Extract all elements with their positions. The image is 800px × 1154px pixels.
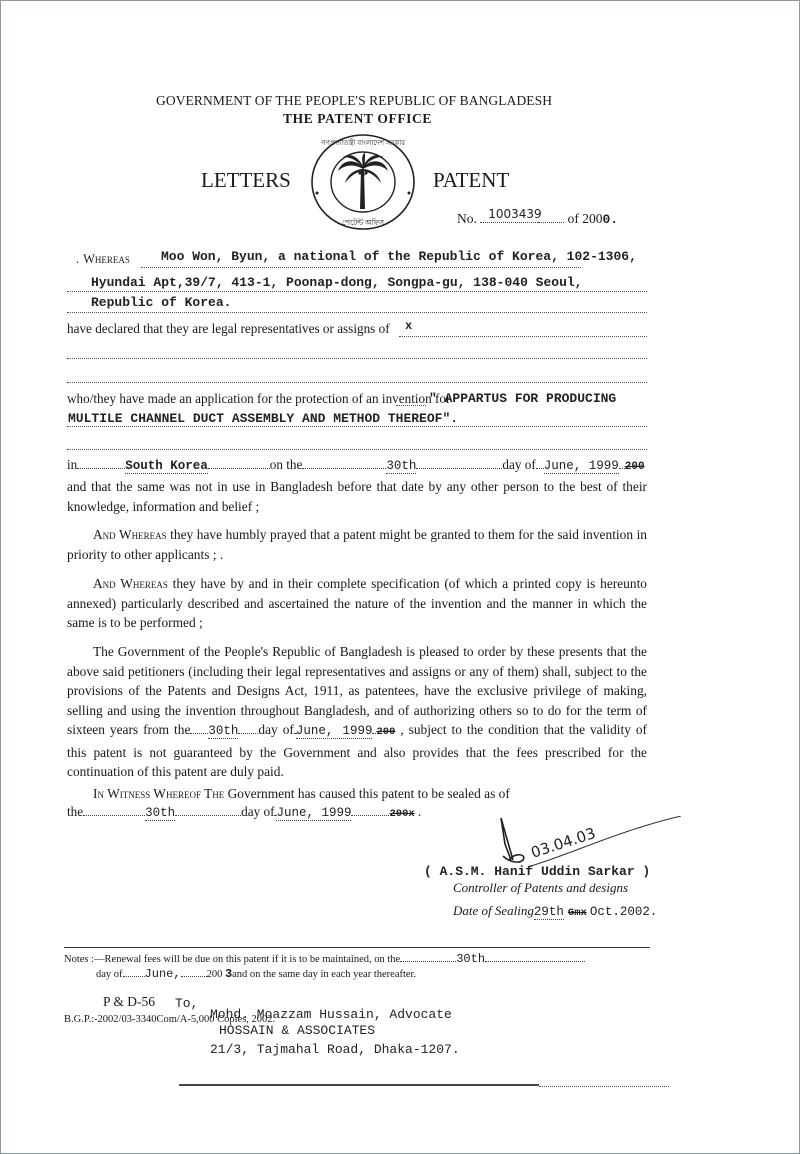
on-the-label: on the (269, 457, 303, 472)
and-whereas-paragraph-2 (67, 574, 647, 633)
term-start-day: 30th (208, 724, 239, 738)
patent-office-heading: THE PATENT OFFICE (283, 111, 432, 126)
patent-year-suffix: 0. (602, 212, 619, 227)
and-whereas-text-1: they have humbly prayed that a patent might be granted to them for the said invention in priority to other applicants ; . (67, 527, 647, 562)
renewal-month: June, (144, 967, 181, 981)
of-year-label: of 200 (567, 211, 603, 226)
order-text-before: The Government of the People's Republic of Bangladesh is pleased to order by these presents that the above said petitioners (including their legal representatives and assigns or any of them) shall, subject to the provisions of the Patents and Designs Act, 1911, as patentees, have the exclusive privilege of making, selling and using the invention throughout Bangladesh, and of authorizing others so to do for the term of sixteen years from the (67, 644, 647, 737)
addressee-line-3: 21/3, Tajmahal Road, Dhaka-1207. (210, 1042, 460, 1057)
representatives-value: x (405, 319, 413, 333)
application-label: who/they have made an application for the protection of an invention for (67, 391, 451, 406)
printer-line: B.G.P.:-2002/03-3340Com/A-5,000 Copies, 2002. (64, 1014, 276, 1025)
sealing-day: 29th (533, 905, 564, 919)
order-text-after: , subject to the condition that the validity of this patent is not guaranteed by the Government and also provides that the fees prescribed for the continuation of this patent are duly paid. (67, 722, 647, 779)
term-day-of-label: day of (258, 722, 294, 737)
handwritten-date: 03.04.03 (528, 824, 598, 862)
priority-country: South Korea (125, 459, 208, 473)
palm-tree-seal-icon (305, 131, 425, 231)
patent-number-line (457, 207, 619, 227)
sealed-day: 30th (145, 806, 176, 820)
witness-lead: In Witness Whereof The (93, 786, 225, 801)
applicant-line-1: Moo Won, Byun, a national of the Republic of Korea, 102-1306, (161, 249, 637, 264)
applicant-line-2: Hyundai Apt,39/7, 413-1, Poonap-dong, Songpa-gu, 138-040 Seoul, (91, 275, 583, 290)
sealing-struck: Gmx (567, 907, 587, 919)
and-whereas-lead-1: And Whereas (93, 527, 167, 542)
witness-text: Government has caused this patent to be sealed as of (227, 786, 510, 801)
invention-title-line-2: MULTILE CHANNEL DUCT ASSEMBLY AND METHOD THEREOF". (68, 411, 459, 426)
sealed-date-line (67, 804, 421, 820)
and-whereas-text-2: they have by and in their complete specification (of which a printed copy is hereunto annexed) particularly described and ascertained the nature of the invention and the manner in which the same is to be performed ; (67, 576, 647, 630)
priority-continuation: and that the same was not in use in Bangladesh before that date by any other person to the best of their knowledge, information and belief ; (67, 479, 647, 514)
renewal-notes-line-2 (96, 967, 416, 981)
government-order-paragraph (67, 642, 647, 782)
applicant-line-3: Republic of Korea. (91, 295, 232, 310)
to-label: To, (175, 996, 199, 1011)
invention-title-line-1: " APPARTUS FOR PRODUCING (429, 391, 617, 406)
day-of-label: day of (502, 457, 536, 472)
sealed-month-year: June, 1999 (276, 806, 352, 820)
sealed-day-of-label: day of (241, 804, 275, 819)
patent-number: 1003439 (488, 207, 542, 221)
bottom-rule (179, 1084, 539, 1086)
addressee-line-2: HOSSAIN & ASSOCIATES (219, 1023, 376, 1038)
number-label: No. (457, 211, 477, 226)
and-whereas-paragraph-1 (67, 525, 647, 564)
renewal-year-suffix: 3 (224, 967, 233, 981)
renewal-notes-line-1 (64, 952, 585, 966)
witness-paragraph (67, 784, 647, 804)
renewal-tail: and on the same day in each year thereafter. (232, 969, 417, 980)
letters-title: LETTERS (201, 168, 291, 192)
seal-bottom-text: পেটেন্ট অফিস (341, 218, 385, 227)
term-start-month-year: June, 1999 (295, 724, 373, 738)
addressee-line-1: Mohd. Moazzam Hussain, Advocate (210, 1007, 452, 1022)
sealing-month-year: Oct.2002. (589, 905, 658, 919)
representatives-label: have declared that they are legal representatives or assigns of (67, 321, 390, 336)
priority-month-year: June, 1999 (543, 459, 619, 473)
sealed-period: . (418, 804, 422, 819)
renewal-day: 30th (456, 952, 486, 966)
form-code: P & D-56 (103, 994, 156, 1009)
date-of-sealing-line (453, 903, 657, 919)
renewal-year-prefix: 200 (206, 969, 223, 980)
whereas-label: . Whereas (76, 252, 130, 266)
date-of-sealing-label: Date of Sealing (453, 903, 534, 918)
sealed-struck-year: 200x (389, 808, 415, 820)
patent-office-seal (305, 131, 425, 231)
whereas-lead: Whereas (83, 252, 130, 266)
struck-year-prefix: 200 (624, 461, 645, 473)
seal-top-text: গণপ্রজাতন্ত্রী বাংলাদেশ সরকার (320, 139, 406, 147)
patent-title: PATENT (433, 168, 510, 192)
in-label: in (67, 457, 78, 472)
renewal-day-of-label: day of (96, 969, 123, 980)
term-struck-year: 200 (376, 726, 396, 738)
priority-line (67, 457, 645, 473)
controller-name: ( A.S.M. Hanif Uddin Sarkar ) (424, 864, 651, 879)
the-label: the (67, 804, 84, 819)
government-heading: GOVERNMENT OF THE PEOPLE'S REPUBLIC OF BANGLADESH (156, 93, 553, 108)
controller-title: Controller of Patents and designs (453, 880, 629, 895)
and-whereas-lead-2: And Whereas (93, 576, 168, 591)
priority-day: 30th (386, 459, 417, 473)
notes-label: Notes :—Renewal fees will be due on this patent if it is to be maintained, on the (64, 954, 401, 965)
